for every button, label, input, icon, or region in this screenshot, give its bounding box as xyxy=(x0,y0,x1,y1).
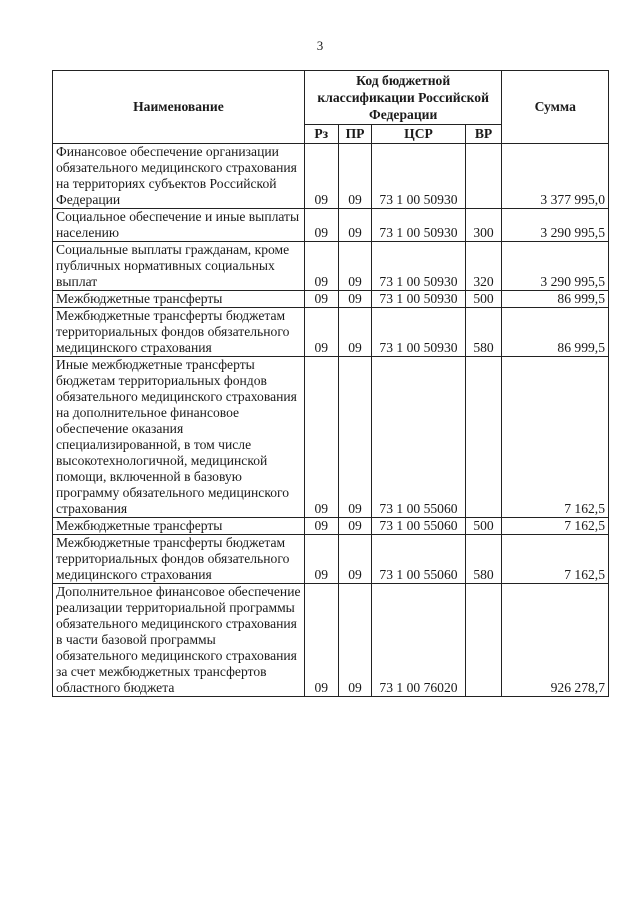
table-row xyxy=(53,209,609,242)
header-vr: ВР xyxy=(465,125,502,144)
row-pr: 09 xyxy=(338,291,372,308)
row-pr: 09 xyxy=(338,209,372,242)
row-vr xyxy=(465,357,502,518)
row-rz: 09 xyxy=(304,144,338,209)
header-rz: Рз xyxy=(304,125,338,144)
row-pr: 09 xyxy=(338,357,372,518)
row-rz: 09 xyxy=(304,518,338,535)
row-pr: 09 xyxy=(338,535,372,584)
row-rz: 09 xyxy=(304,209,338,242)
row-rz: 09 xyxy=(304,535,338,584)
row-csr: 73 1 00 50930 xyxy=(372,144,465,209)
row-vr: 580 xyxy=(465,308,502,357)
row-name: Межбюджетные трансферты бюджетам территориальных фондов обязательного медицинского страхования xyxy=(53,308,305,357)
row-name: Межбюджетные трансферты xyxy=(53,291,305,308)
row-name: Дополнительное финансовое обеспечение реализации территориальной программы обязательного медицинского страхования в части базовой программы обязательного медицинского страхования за счет межбюджетных трансфертов областного бюджета xyxy=(53,584,305,697)
row-name: Финансовое обеспечение организации обязательного медицинского страхования на территориях субъектов Российской Федерации xyxy=(53,144,305,209)
row-vr xyxy=(465,584,502,697)
row-vr: 300 xyxy=(465,209,502,242)
header-name: Наименование xyxy=(53,71,305,144)
row-name: Социальное обеспечение и иные выплаты населению xyxy=(53,209,305,242)
row-csr: 73 1 00 55060 xyxy=(372,535,465,584)
header-sum: Сумма xyxy=(502,71,609,144)
header-code-group: Код бюджетной классификации Российской Федерации xyxy=(304,71,502,125)
row-rz: 09 xyxy=(304,357,338,518)
table-row xyxy=(53,144,609,209)
header-csr: ЦСР xyxy=(372,125,465,144)
header-pr: ПР xyxy=(338,125,372,144)
row-csr: 73 1 00 55060 xyxy=(372,357,465,518)
row-csr: 73 1 00 76020 xyxy=(372,584,465,697)
row-sum: 86 999,5 xyxy=(502,291,609,308)
row-sum: 3 290 995,5 xyxy=(502,242,609,291)
table-row xyxy=(53,535,609,584)
row-sum: 7 162,5 xyxy=(502,518,609,535)
row-vr: 500 xyxy=(465,518,502,535)
row-sum: 3 377 995,0 xyxy=(502,144,609,209)
row-csr: 73 1 00 50930 xyxy=(372,291,465,308)
budget-table xyxy=(52,70,609,697)
row-pr: 09 xyxy=(338,308,372,357)
row-name: Иные межбюджетные трансферты бюджетам территориальных фондов обязательного медицинского страхования на дополнительное финансовое обеспечение оказания специализированной, в том числе высокотехнологичной, медицинской помощи, включенной в базовую программу обязательного медицинского страхования xyxy=(53,357,305,518)
row-sum: 926 278,7 xyxy=(502,584,609,697)
row-rz: 09 xyxy=(304,308,338,357)
row-pr: 09 xyxy=(338,518,372,535)
row-name: Межбюджетные трансферты xyxy=(53,518,305,535)
table-row xyxy=(53,357,609,518)
row-csr: 73 1 00 55060 xyxy=(372,518,465,535)
row-rz: 09 xyxy=(304,584,338,697)
row-sum: 7 162,5 xyxy=(502,535,609,584)
row-vr: 500 xyxy=(465,291,502,308)
row-pr: 09 xyxy=(338,144,372,209)
row-csr: 73 1 00 50930 xyxy=(372,308,465,357)
row-name: Социальные выплаты гражданам, кроме публичных нормативных социальных выплат xyxy=(53,242,305,291)
row-csr: 73 1 00 50930 xyxy=(372,209,465,242)
row-pr: 09 xyxy=(338,584,372,697)
row-rz: 09 xyxy=(304,291,338,308)
row-sum: 86 999,5 xyxy=(502,308,609,357)
row-csr: 73 1 00 50930 xyxy=(372,242,465,291)
table-row xyxy=(53,308,609,357)
row-vr: 580 xyxy=(465,535,502,584)
table-row xyxy=(53,291,609,308)
row-name: Межбюджетные трансферты бюджетам территориальных фондов обязательного медицинского страхования xyxy=(53,535,305,584)
row-vr xyxy=(465,144,502,209)
row-sum: 3 290 995,5 xyxy=(502,209,609,242)
page-number: 3 xyxy=(316,38,324,53)
table-row xyxy=(53,584,609,697)
table-row xyxy=(53,242,609,291)
row-vr: 320 xyxy=(465,242,502,291)
row-pr: 09 xyxy=(338,242,372,291)
row-rz: 09 xyxy=(304,242,338,291)
row-sum: 7 162,5 xyxy=(502,357,609,518)
table-row xyxy=(53,518,609,535)
